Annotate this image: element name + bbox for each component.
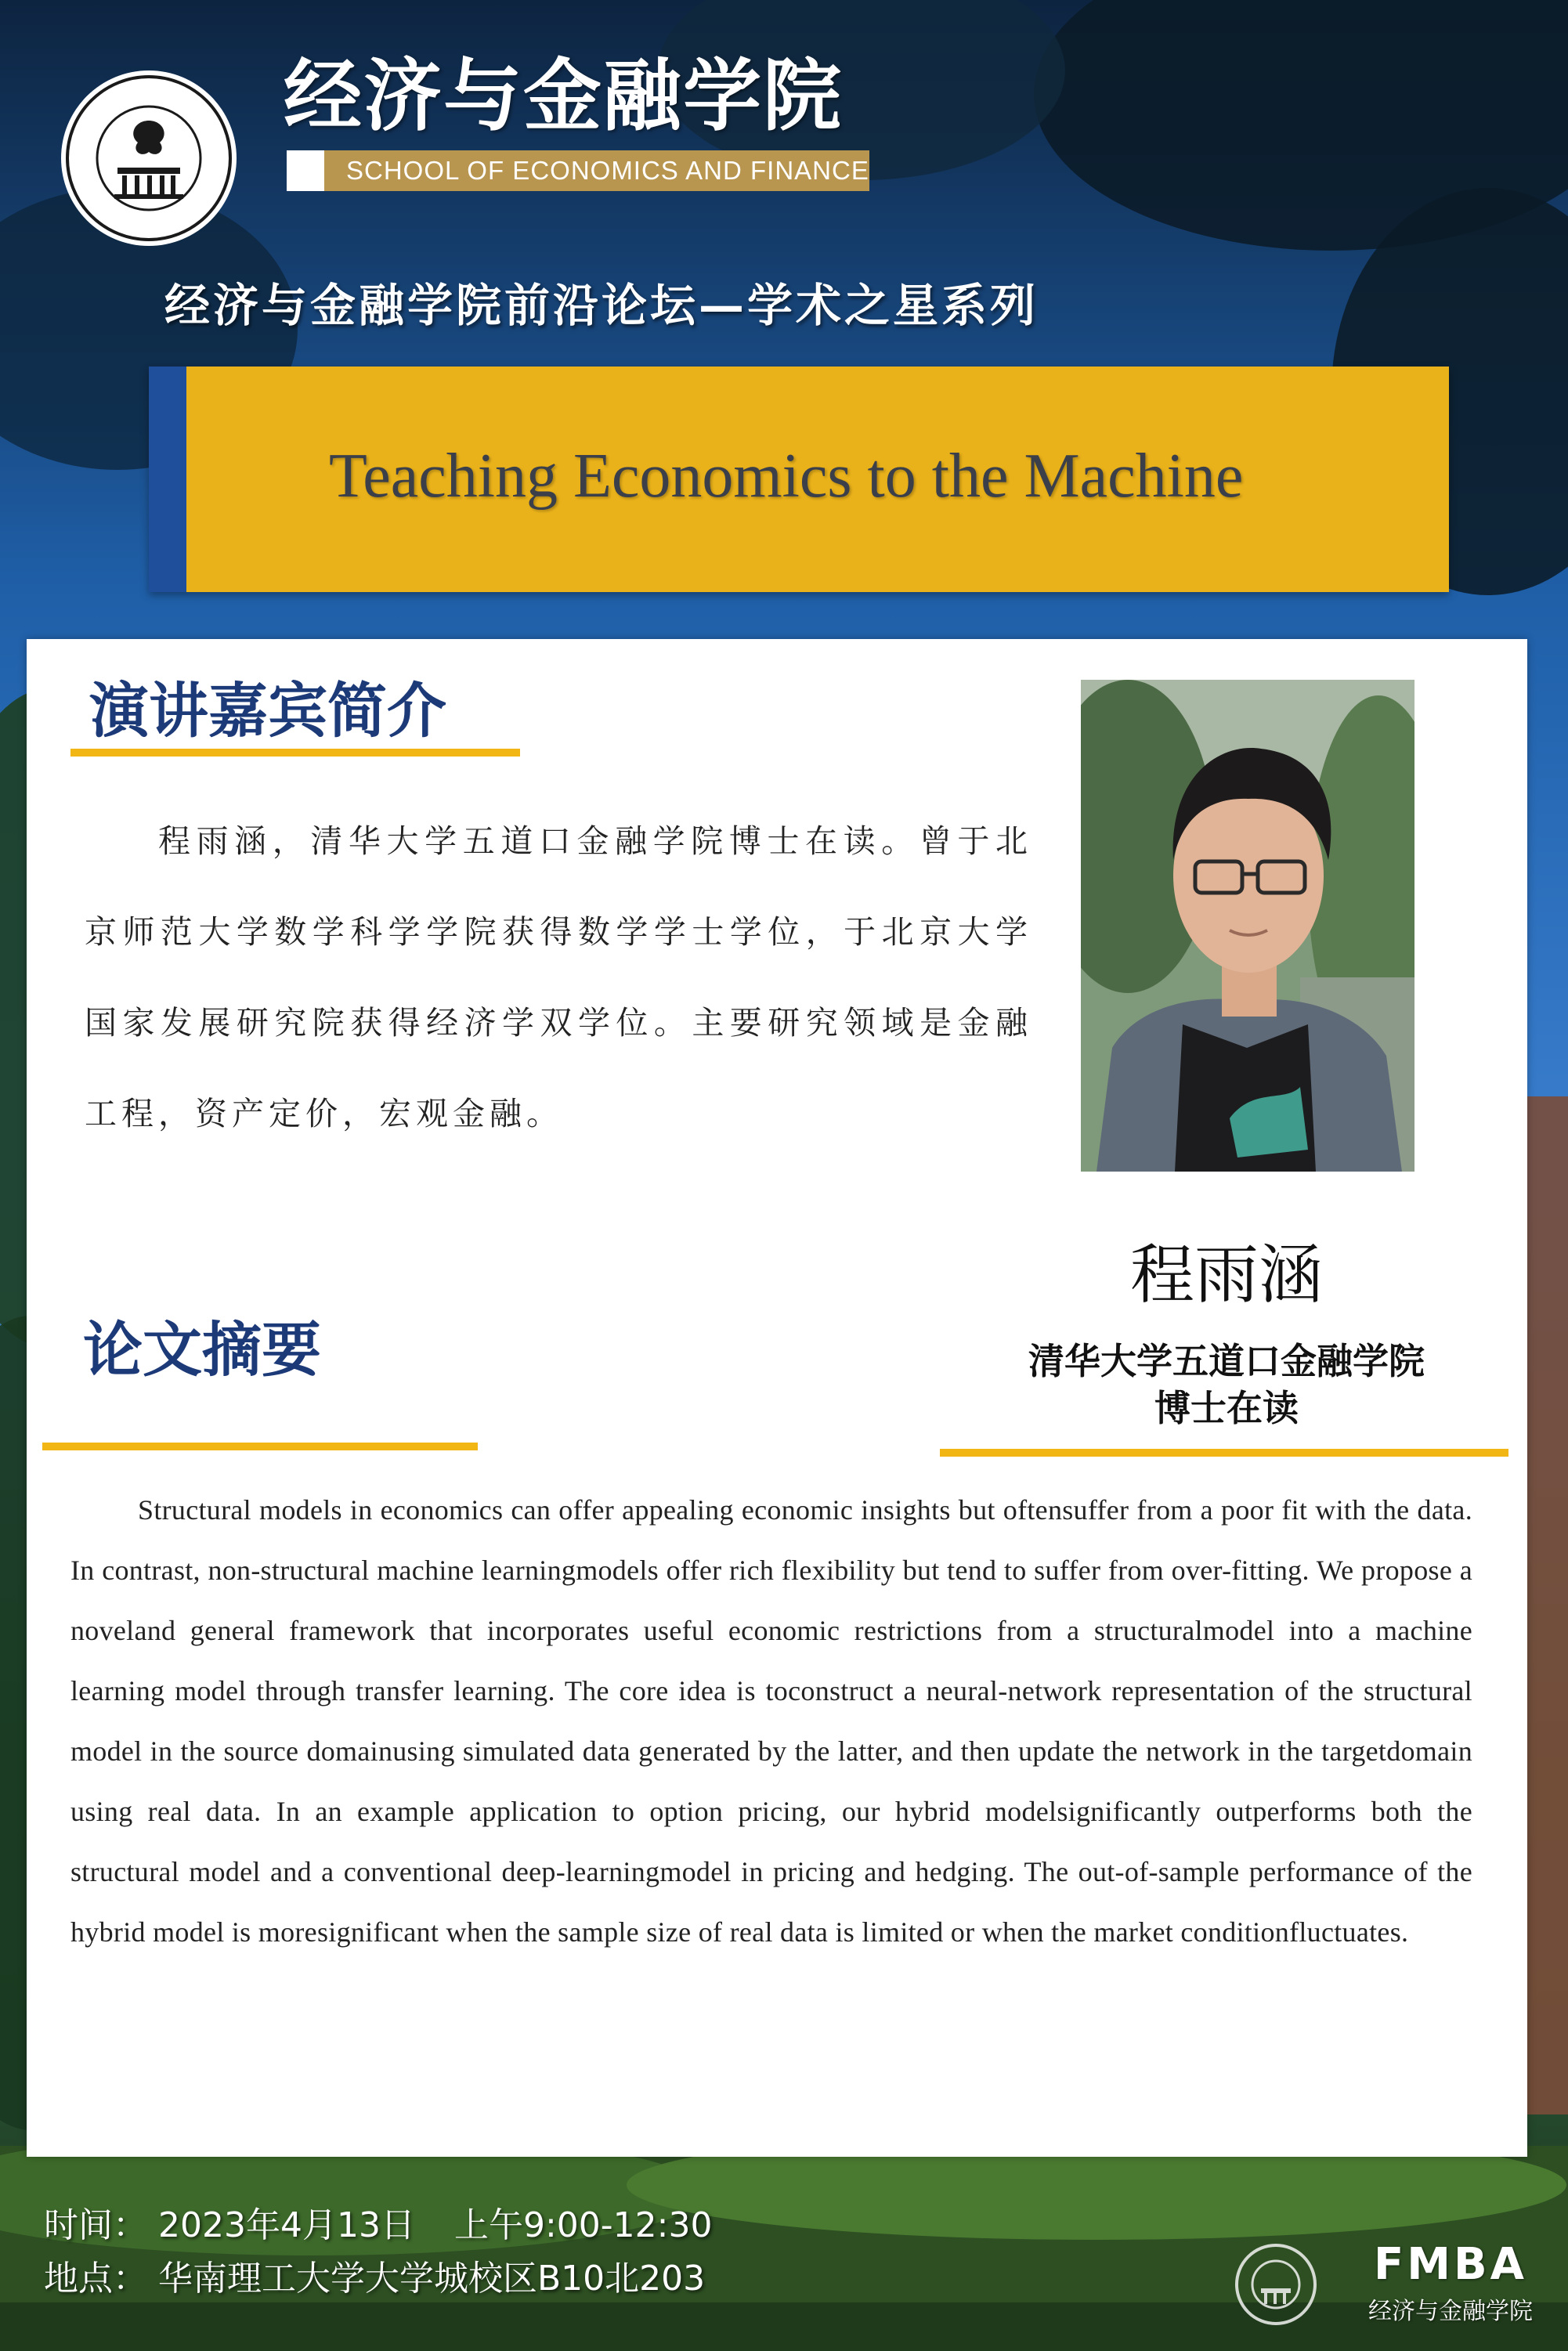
university-seal-icon [56,66,241,251]
school-name-english: SCHOOL OF ECONOMICS AND FINANCE [346,156,869,185]
event-hours: 上午9:00-12:30 [453,2205,713,2245]
event-time [44,2202,1140,2249]
talk-title: Teaching Economics to the Machine [329,442,1244,511]
school-bar-white-block [287,150,324,191]
event-date: 2023年4月13日 [158,2205,415,2245]
footer-brand-logo: FMBA [1373,2239,1527,2290]
speaker-heading-underline [70,749,520,757]
event-place [44,2255,1140,2302]
time-label: 时间： [44,2205,147,2245]
content-card [27,639,1527,2157]
banner-blue-edge [149,367,186,592]
footer-brand-chinese: 经济与金融学院 [1368,2298,1533,2325]
footer-seal-icon [1233,2241,1319,2328]
speaker-name-underline [940,1449,1508,1457]
talk-title-banner [149,367,1449,592]
abstract-text: Structural models in economics can offer appealing economic insights but oftensuffer from a poor fit with the data. In contrast, non-structural machine learningmodels offer rich flexibility but tend to suffer from over-fitting. We propose a noveland general framework that incorporates useful economic restrictions from a structuralmodel into a machine learning model through transfer learning. The core idea is toconstruct a neural-network representation of the structural model in the source domainusing simulated data generated by the latter, and then update the network in the targetdomain using real data. In an example application to option pricing, our hybrid modelsignificantly outperforms both the structural model and a conventional deep-learningmodel in pricing and hedging. The out-of-sample performance of the hybrid model is moresignificant when the sample size of real data is limited or when the market conditionfluctuates. [70,1494,1472,1948]
speaker-affiliation: 清华大学五道口金融学院 [1028,1340,1425,1382]
speaker-status: 博士在读 [1154,1387,1299,1429]
speaker-name: 程雨涵 [1129,1238,1323,1313]
speaker-intro-heading: 演讲嘉宾简介 [89,676,446,746]
event-location: 华南理工大学大学城校区B10北203 [158,2259,706,2299]
school-name-chinese: 经济与金融学院 [284,50,843,142]
speaker-bio: 程雨涵，清华大学五道口金融学院博士在读。曾于北京师范大学数学科学学院获得数学学士学位，于北京大学国家发展研究院获得经济学双学位。主要研究领域是金融工程，资产定价，宏观金融。 [85,822,1032,1132]
forum-series-title: 经济与金融学院前沿论坛—学术之星系列 [164,279,1039,332]
place-label: 地点： [44,2259,147,2299]
abstract-heading: 论文摘要 [83,1315,321,1385]
school-name-english-bar [287,150,869,191]
abstract-heading-underline [42,1443,478,1450]
speaker-portrait [1081,680,1414,1172]
